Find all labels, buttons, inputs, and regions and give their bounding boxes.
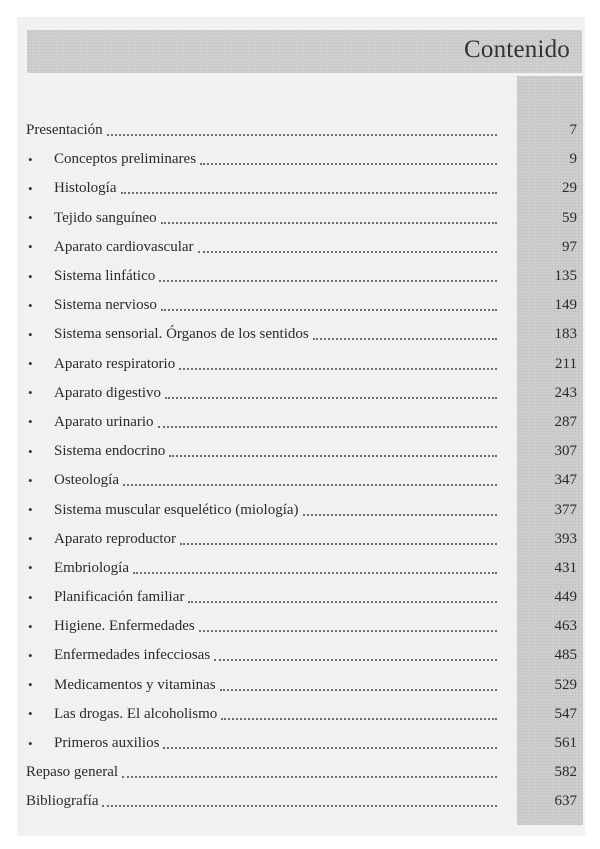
toc-entry-page-number: 547 [554,705,577,722]
bullet-icon: • [28,677,33,693]
toc-entry-page-number: 637 [554,793,577,810]
dot-leader [163,746,497,749]
toc-entry-page-number: 582 [554,764,577,781]
bullet-icon: • [28,560,33,576]
toc-entry-page-number: 183 [554,326,577,343]
toc-entry-label: Medicamentos y vitaminas [54,676,216,693]
toc-entry[interactable] [26,233,579,262]
bullet-icon: • [28,618,33,634]
table-of-contents [26,116,579,817]
toc-entry[interactable] [26,174,579,203]
toc-entry-label: Sistema sensorial. Órganos de los sentidos [54,326,309,343]
dot-leader [180,542,497,545]
toc-entry[interactable] [26,466,579,495]
toc-entry-label: Sistema muscular esquelético (miología) [54,501,299,518]
bullet-icon: • [28,151,33,167]
toc-entry-page-number: 287 [554,413,577,430]
toc-entry-page-number: 135 [554,268,577,285]
page-title: Contenido [464,36,570,63]
toc-entry-label: Higiene. Enfermedades [54,618,195,635]
toc-entry-label: Enfermedades infecciosas [54,647,211,664]
toc-entry[interactable] [26,116,579,145]
toc-entry-label: Repaso general [26,764,119,781]
toc-entry-page-number: 7 [569,122,577,139]
dot-leader [220,688,497,691]
dot-leader [198,250,497,253]
bullet-icon: • [28,326,33,342]
dot-leader [169,454,497,457]
toc-entry[interactable] [26,437,579,466]
dot-leader [121,191,498,194]
dot-leader [107,133,497,136]
toc-entry[interactable] [26,291,579,320]
toc-entry[interactable] [26,671,579,700]
bullet-icon: • [28,210,33,226]
dot-leader [161,221,497,224]
bullet-icon: • [28,706,33,722]
dot-leader [122,775,497,778]
toc-entry-label: Sistema nervioso [54,297,157,314]
toc-entry[interactable] [26,379,579,408]
toc-entry[interactable] [26,583,579,612]
dot-leader [188,600,497,603]
toc-entry-label: Primeros auxilios [54,735,160,752]
toc-entry-page-number: 449 [554,589,577,606]
toc-entry[interactable] [26,700,579,729]
dot-leader [165,396,497,399]
toc-entry-page-number: 307 [554,443,577,460]
toc-entry[interactable] [26,408,579,437]
dot-leader [199,629,497,632]
toc-entry-label: Aparato digestivo [54,384,162,401]
toc-entry-label: Aparato urinario [54,413,154,430]
toc-entry[interactable] [26,262,579,291]
bullet-icon: • [28,414,33,430]
toc-entry-page-number: 149 [554,297,577,314]
dot-leader [200,162,497,165]
toc-entry-page-number: 29 [562,180,577,197]
toc-entry[interactable] [26,787,579,816]
toc-entry-label: Aparato reproductor [54,530,177,547]
toc-entry-label: Sistema linfático [54,268,156,285]
toc-entry-label: Conceptos preliminares [54,151,197,168]
toc-entry-page-number: 485 [554,647,577,664]
toc-entry-page-number: 561 [554,735,577,752]
toc-entry[interactable] [26,204,579,233]
toc-entry-page-number: 9 [569,151,577,168]
bullet-icon: • [28,647,33,663]
dot-leader [221,717,497,720]
toc-entry-label: Planificación familiar [54,589,185,606]
dot-leader [313,337,497,340]
bullet-icon: • [28,735,33,751]
toc-entry-page-number: 431 [554,559,577,576]
toc-entry-label: Las drogas. El alcoholismo [54,705,218,722]
toc-entry[interactable] [26,641,579,670]
toc-entry[interactable] [26,612,579,641]
toc-entry[interactable] [26,145,579,174]
toc-entry[interactable] [26,758,579,787]
toc-entry-label: Sistema endocrino [54,443,166,460]
bullet-icon: • [28,472,33,488]
bullet-icon: • [28,443,33,459]
dot-leader [179,367,497,370]
dot-leader [158,425,497,428]
toc-entry[interactable] [26,320,579,349]
toc-entry[interactable] [26,729,579,758]
bullet-icon: • [28,589,33,605]
bullet-icon: • [28,268,33,284]
toc-entry-page-number: 347 [554,472,577,489]
toc-entry-label: Embriología [54,559,129,576]
bullet-icon: • [28,180,33,196]
dot-leader [102,804,497,807]
toc-entry-page-number: 393 [554,530,577,547]
dot-leader [133,571,497,574]
toc-entry-label: Bibliografía [26,793,99,810]
toc-entry[interactable] [26,554,579,583]
bullet-icon: • [28,239,33,255]
toc-entry-page-number: 59 [562,209,577,226]
toc-entry-page-number: 97 [562,238,577,255]
dot-leader [214,658,497,661]
toc-entry[interactable] [26,525,579,554]
toc-entry-page-number: 529 [554,676,577,693]
toc-entry-page-number: 377 [554,501,577,518]
toc-entry-label: Aparato cardiovascular [54,238,194,255]
document-page [17,17,585,836]
toc-entry-label: Tejido sanguíneo [54,209,157,226]
bullet-icon: • [28,297,33,313]
dot-leader [161,308,497,311]
toc-entry-label: Aparato respiratorio [54,355,176,372]
bullet-icon: • [28,356,33,372]
toc-entry[interactable] [26,495,579,524]
header-band [27,30,582,73]
dot-leader [159,279,497,282]
dot-leader [303,513,497,516]
toc-entry-page-number: 211 [555,355,577,372]
toc-entry-page-number: 463 [554,618,577,635]
bullet-icon: • [28,502,33,518]
toc-entry-page-number: 243 [554,384,577,401]
toc-entry-label: Presentación [26,122,103,139]
bullet-icon: • [28,531,33,547]
dot-leader [123,483,497,486]
toc-entry[interactable] [26,350,579,379]
toc-entry-label: Osteología [54,472,119,489]
toc-entry-label: Histología [54,180,117,197]
bullet-icon: • [28,385,33,401]
